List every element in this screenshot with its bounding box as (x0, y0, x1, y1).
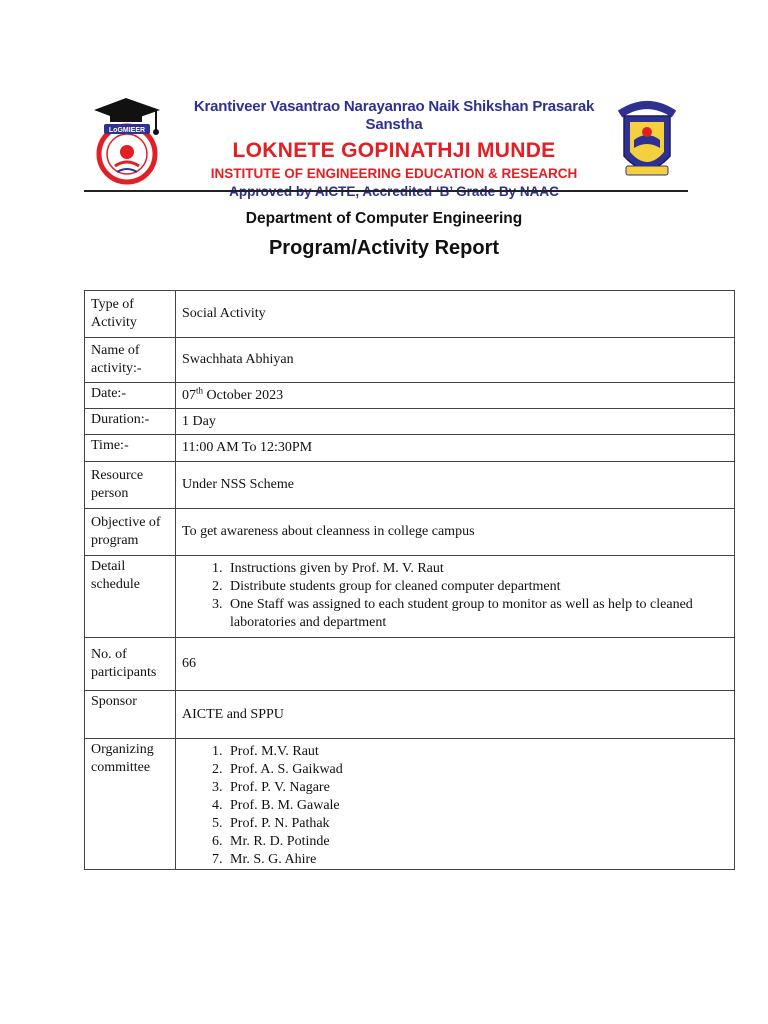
label-type (85, 291, 176, 338)
institute-subtitle: INSTITUTE OF ENGINEERING EDUCATION & RESEARCH (210, 166, 578, 181)
list-item: 6. Mr. R. D. Potinde (226, 833, 728, 851)
label-line: No. of (91, 647, 127, 662)
report-title: Program/Activity Report (268, 237, 500, 259)
table-row-resource (85, 462, 735, 509)
list-item: 5. Prof. P. N. Pathak (226, 815, 728, 833)
letterhead (84, 92, 688, 199)
label-schedule (85, 556, 176, 638)
letterhead-text (164, 92, 624, 200)
list-item: 2. Prof. A. S. Gaikwad (226, 761, 728, 779)
label-line: Resource (91, 468, 144, 483)
label-line: Detail (91, 559, 126, 574)
schedule-list (182, 560, 728, 632)
department-title: Department of Computer Engineering (245, 210, 523, 227)
left-logo-text: LoGMIEER (108, 127, 146, 134)
list-item: 2. Distribute students group for cleaned computer department (226, 578, 728, 596)
header-divider (84, 190, 688, 192)
label-sponsor: Sponsor (85, 691, 176, 739)
label-resource (85, 462, 176, 509)
value-objective: To get awareness about cleanness in college campus (176, 509, 735, 556)
table-row-objective (85, 509, 735, 556)
value-duration: 1 Day (176, 409, 735, 435)
value-participants: 66 (176, 638, 735, 691)
label-line: Activity (91, 315, 137, 330)
date-day: 07 (182, 387, 196, 403)
institute-name: LOKNETE GOPINATHJI MUNDE (232, 139, 556, 162)
table-row-schedule (85, 556, 735, 638)
label-line: activity:- (91, 361, 142, 376)
list-item: 1. Instructions given by Prof. M. V. Raut (226, 560, 728, 578)
label-line: Name of (91, 343, 140, 358)
activity-report-table (84, 290, 735, 870)
value-time: 11:00 AM To 12:30PM (176, 435, 735, 462)
label-line: program (91, 533, 139, 548)
table-row-name (85, 338, 735, 383)
table-row-sponsor (85, 691, 735, 739)
date-suffix: th (196, 384, 204, 395)
table-row-committee (85, 739, 735, 870)
label-duration: Duration:- (85, 409, 176, 435)
label-line: Organizing (91, 742, 154, 757)
value-type: Social Activity (176, 291, 735, 338)
label-time: Time:- (85, 435, 176, 462)
trust-logo (614, 100, 680, 184)
list-item: 3. One Staff was assigned to each student group to monitor as well as help to cleaned laboratories and department (226, 596, 728, 632)
label-name (85, 338, 176, 383)
label-line: person (91, 486, 129, 501)
value-resource: Under NSS Scheme (176, 462, 735, 509)
value-schedule (176, 556, 735, 638)
table-row-participants (85, 638, 735, 691)
label-date: Date:- (85, 383, 176, 409)
table-row-time (85, 435, 735, 462)
institute-logo (90, 96, 164, 186)
value-committee (176, 739, 735, 870)
approval-line: Approved by AICTE, Accredited ‘B’ Grade By NAAC (229, 184, 559, 199)
label-committee (85, 739, 176, 870)
table-row-date (85, 383, 735, 409)
label-line: committee (91, 760, 151, 775)
label-line: Objective of (91, 515, 161, 530)
list-item: 7. Mr. S. G. Ahire (226, 851, 728, 869)
value-name: Swachhata Abhiyan (176, 338, 735, 383)
label-line: Type of (91, 297, 134, 312)
table-row-duration (85, 409, 735, 435)
value-date (176, 383, 735, 409)
list-item: 4. Prof. B. M. Gawale (226, 797, 728, 815)
label-objective (85, 509, 176, 556)
label-participants (85, 638, 176, 691)
trust-emblem-icon (614, 100, 680, 184)
committee-list (182, 743, 728, 869)
logmieer-logo-icon (90, 96, 164, 186)
list-item: 3. Prof. P. V. Nagare (226, 779, 728, 797)
label-line: schedule (91, 577, 140, 592)
list-item: 1. Prof. M.V. Raut (226, 743, 728, 761)
value-sponsor: AICTE and SPPU (176, 691, 735, 739)
trust-name: Krantiveer Vasantrao Narayanrao Naik Shikshan Prasarak Sanstha (193, 98, 595, 133)
label-line: participants (91, 665, 157, 680)
date-rest: October 2023 (203, 387, 284, 403)
table-row-type (85, 291, 735, 338)
